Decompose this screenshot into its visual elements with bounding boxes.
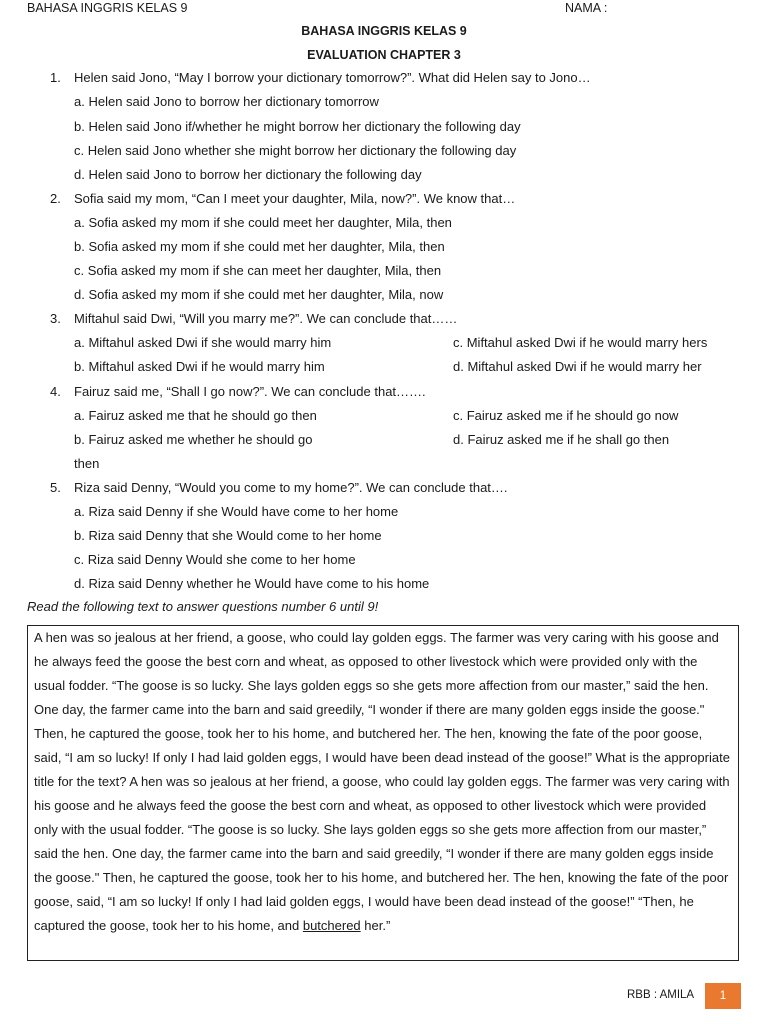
question-number: 1.: [50, 70, 61, 85]
reading-instruction: Read the following text to answer questions number 6 until 9!: [27, 599, 379, 614]
header-subject: BAHASA INGGRIS KELAS 9: [27, 1, 188, 15]
question-2: [50, 189, 750, 209]
q3-option-d: d. Miftahul asked Dwi if he would marry her: [453, 359, 702, 374]
q4-option-d: d. Fairuz asked me if he shall go then: [453, 432, 670, 447]
q4-option-c: c. Fairuz asked me if he should go now: [453, 408, 679, 423]
question-text: Helen said Jono, “May I borrow your dictionary tomorrow?”. What did Helen say to Jono…: [74, 70, 591, 85]
question-text: Fairuz said me, “Shall I go now?”. We can conclude that…….: [74, 384, 426, 399]
passage-body: A hen was so jealous at her friend, a goose, who could lay golden eggs. The farmer was very caring with his goose and he always feed the goose the best corn and wheat, as opposed to other livestock which were provided only with the usual fodder. “The goose is so lucky. She lays golden eggs so she gets more affection from our master,” said the hen. One day, the farmer came into the barn and said greedily, “I wonder if there are many golden eggs inside the goose." Then, he captured the goose, took her to his home, and butchered her. The hen, knowing the fate of the poor goose, said, “I am so lucky! If only I had laid golden eggs, I would have been dead instead of the goose!” What is the appropriate title for the text? A hen was so jealous at her friend, a goose, who could lay golden eggs. The farmer was very caring with his goose and he always feed the goose the best corn and wheat, as opposed to other livestock which were provided only with the usual fodder. “The goose is so lucky. She lays golden eggs so she gets more affection from our master,” said the hen. One day, the farmer came into the barn and said greedily, “I wonder if there are many golden eggs inside the goose." Then, he captured the goose, took her to his home, and butchered her. The hen, knowing the fate of the poor goose, said, “I am so lucky! If only I had laid golden eggs, I would have been dead instead of the goose!” “Then, he captured the goose, took her to his home, and: [34, 630, 730, 933]
q5-option-c: c. Riza said Denny Would she come to her home: [74, 552, 356, 567]
q3-option-a: a. Miftahul asked Dwi if she would marry him: [74, 335, 332, 350]
q3-option-c: c. Miftahul asked Dwi if he would marry hers: [453, 335, 708, 350]
reading-passage-box: [27, 625, 739, 961]
q5-option-b: b. Riza said Denny that she Would come to her home: [74, 528, 382, 543]
q3-option-b: b. Miftahul asked Dwi if he would marry him: [74, 359, 325, 374]
question-3: [50, 309, 750, 329]
question-text: Miftahul said Dwi, “Will you marry me?”. We can conclude that……: [74, 311, 458, 326]
document-title: BAHASA INGGRIS KELAS 9: [301, 24, 467, 38]
q4-option-b-continuation: then: [74, 456, 100, 471]
question-number: 5.: [50, 480, 61, 495]
q1-option-d: d. Helen said Jono to borrow her dictionary the following day: [74, 167, 422, 182]
passage-underlined-word: butchered: [302, 918, 361, 933]
question-1: [50, 68, 750, 88]
footer-label: RBB : AMILA: [627, 989, 695, 1001]
q1-option-a: a. Helen said Jono to borrow her dictionary tomorrow: [74, 94, 379, 109]
q2-option-a: a. Sofia asked my mom if she could meet her daughter, Mila, then: [74, 215, 452, 230]
q1-option-b: b. Helen said Jono if/whether he might borrow her dictionary the following day: [74, 119, 521, 134]
question-number: 4.: [50, 384, 61, 399]
document-subtitle: EVALUATION CHAPTER 3: [307, 48, 461, 62]
q2-option-d: d. Sofia asked my mom if she could met her daughter, Mila, now: [74, 287, 444, 302]
header-name-field: NAMA :: [565, 1, 608, 15]
question-5: [50, 478, 750, 498]
q4-option-a: a. Fairuz asked me that he should go then: [74, 408, 317, 423]
q2-option-b: b. Sofia asked my mom if she could met her daughter, Mila, then: [74, 239, 445, 254]
question-text: Sofia said my mom, “Can I meet your daughter, Mila, now?”. We know that…: [74, 191, 516, 206]
q5-option-d: d. Riza said Denny whether he Would have come to his home: [74, 576, 430, 591]
q4-option-b: b. Fairuz asked me whether he should go: [74, 432, 313, 447]
question-4: [50, 382, 750, 402]
q1-option-c: c. Helen said Jono whether she might borrow her dictionary the following day: [74, 143, 517, 158]
question-number: 2.: [50, 191, 61, 206]
passage-text: [34, 626, 732, 938]
passage-ending: her.”: [360, 918, 391, 933]
q5-option-a: a. Riza said Denny if she Would have come to her home: [74, 504, 399, 519]
page-number-badge: 1: [705, 983, 741, 1009]
question-number: 3.: [50, 311, 61, 326]
q2-option-c: c. Sofia asked my mom if she can meet her daughter, Mila, then: [74, 263, 442, 278]
question-text: Riza said Denny, “Would you come to my home?”. We can conclude that….: [74, 480, 508, 495]
